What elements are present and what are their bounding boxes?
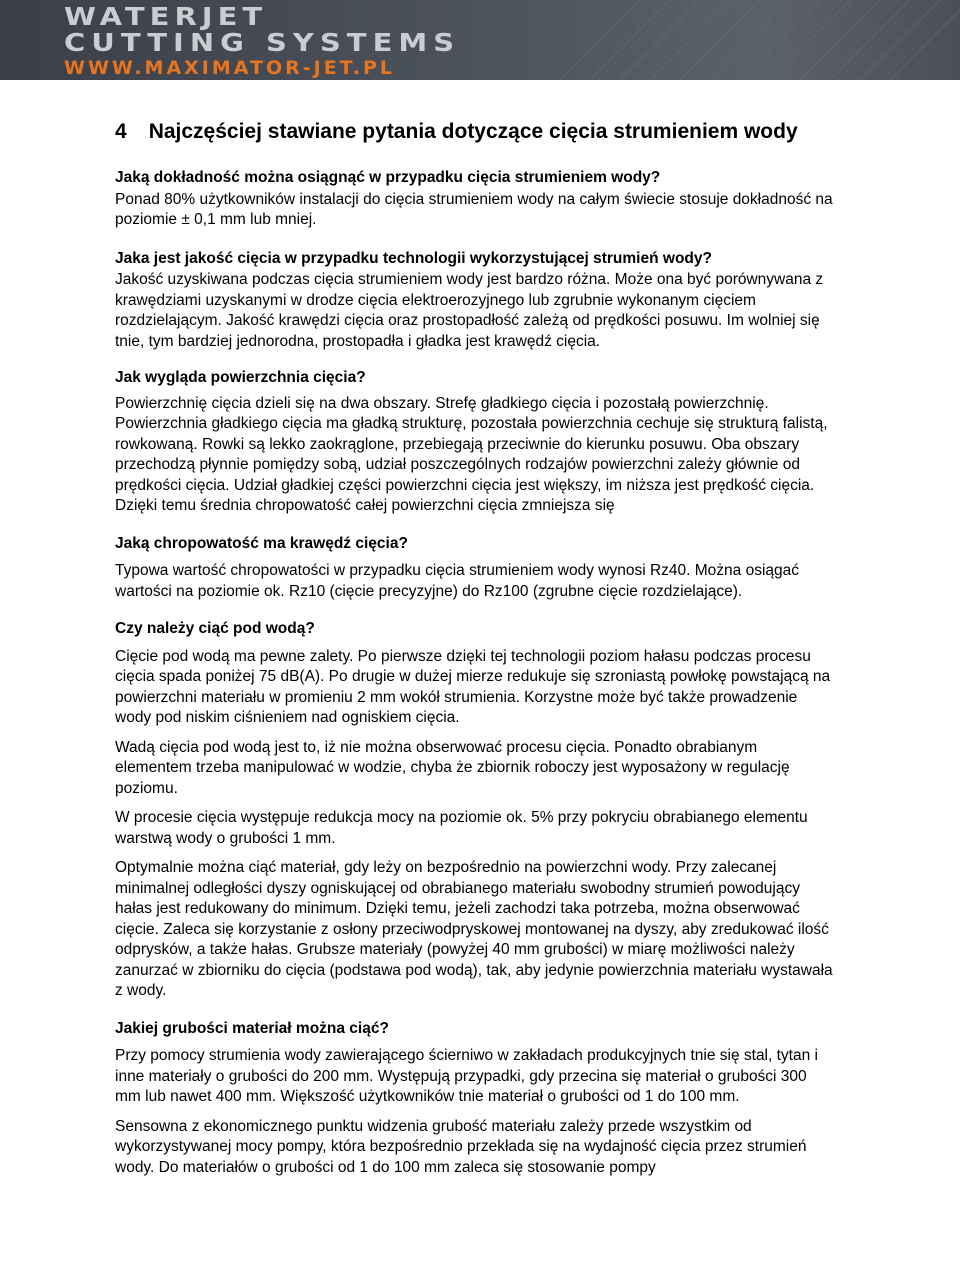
faq-answer: Przy pomocy strumienia wody zawierającego ścierniwo w zakładach produkcyjnych tnie się stal, tytan i inne materiały o grubości do 200 mm. Występują przypadki, gdy przecina się materiał o grubości 300 mm lub nawet 400 mm. Większość użytkowników tnie materiał o grubości od 1 do 100 mm. bbox=[115, 1047, 818, 1105]
faq-item bbox=[115, 168, 835, 231]
faq-answer: Cięcie pod wodą ma pewne zalety. Po pierwsze dzięki tej technologii poziom hałasu podczas procesu cięcia spada poniżej 75 dB(A). Po drugie w dużej mierze redukuje się szroniastą powłokę powstającą na powierzchni materiału w promieniu 2 mm wokół strumienia. Korzystne może być także prowadzenie wody pod niskim ciśnieniem nad ogniskiem cięcia. bbox=[115, 647, 831, 726]
banner-stripes-decoration bbox=[560, 0, 960, 80]
banner-brand-line1: WATERJET bbox=[64, 2, 268, 31]
faq-question: Jakiej grubości materiał można ciąć? bbox=[115, 1019, 389, 1037]
banner-brand-line2: CUTTING SYSTEMS bbox=[64, 28, 461, 57]
faq-item bbox=[115, 534, 835, 603]
faq-question: Czy należy ciąć pod wodą? bbox=[115, 620, 315, 637]
faq-answer: Optymalnie można ciąć materiał, gdy leży on bezpośrednio na powierzchni wody. Przy zalecanej minimalnej odległości dyszy ogniskującej od obrabianego materiału swobodny strumień powodujący hałas jest redukowany do minimum. Dzięki temu, jeżeli zachodzi taka potrzeba, można obserwować cięcie. Zaleca się korzystanie z osłony przeciwodpryskowej montowanej na dyszy, aby zredukować ilość odprysków, a także hałas. Grubsze materiały (powyżej 40 mm grubości) w miarę możliwości należy zanurzać w zbiorniku do cięcia (podstawa pod wodą), tak, aby jedynie powierzchnia materiału wystawała z wody. bbox=[115, 859, 833, 999]
faq-item bbox=[115, 1019, 835, 1179]
faq-answer: Powierzchnię cięcia dzieli się na dwa obszary. Strefę gładkiego cięcia i pozostałą powierzchnię. Powierzchnia gładkiego cięcia ma gładką strukturę, pozostała powierzchnia cechuje się strukturą falistą, rowkowaną. Rowki są lekko zaokrąglone, przebiegają przeciwnie do kierunku posuwu. Oba obszary przechodzą płynnie pomiędzy sobą, udział poszczególnych rodzajów powierzchni zależy głównie od prędkości cięcia. Udział gładkiej części powierzchni cięcia jest większy, im niższa jest prędkość cięcia. Dzięki temu średnia chropowatość całej powierzchni cięcia zmniejsza się bbox=[115, 394, 828, 514]
banner-website-url: WWW.MAXIMATOR-JET.PL bbox=[64, 57, 396, 79]
faq-item bbox=[115, 619, 835, 1002]
faq-answer: Ponad 80% użytkowników instalacji do cięcia strumieniem wody na całym świecie stosuje dokładność na poziomie ± 0,1 mm lub mniej. bbox=[115, 190, 833, 228]
header-banner bbox=[0, 0, 960, 80]
faq-question: Jaką dokładność można osiągnąć w przypadku cięcia strumieniem wody? bbox=[115, 169, 661, 186]
faq-question: Jak wygląda powierzchnia cięcia? bbox=[115, 369, 366, 386]
faq-answer: Jakość uzyskiwana podczas cięcia strumieniem wody jest bardzo różna. Może ona być porównywana z krawędziami uzyskanymi w drodze cięcia elektroerozyjnego lub zgrubnie wykonanym cięciem rozdzielającym. Jakość krawędzi cięcia oraz prostopadłość zależą od prędkości posuwu. Im wolniej się tnie, tym bardziej jednorodna, prostopadła i gładka jest krawędź cięcia. bbox=[115, 271, 824, 350]
faq-question: Jaką chropowatość ma krawędź cięcia? bbox=[115, 534, 408, 552]
faq-answer: Wadą cięcia pod wodą jest to, iż nie można obserwować procesu cięcia. Ponadto obrabianym elementem trzeba manipulować w wodzie, chyba że zbiornik roboczy jest wyposażony w regulację poziomu. bbox=[115, 738, 790, 797]
section-title: Najczęściej stawiane pytania dotyczące cięcia strumieniem wody bbox=[148, 120, 798, 143]
section-heading bbox=[115, 118, 835, 146]
faq-answer: W procesie cięcia występuje redukcja mocy na poziomie ok. 5% przy pokryciu obrabianego elementu warstwą wody o grubości 1 mm. bbox=[115, 809, 808, 847]
faq-item bbox=[115, 368, 835, 517]
section-number: 4 bbox=[115, 120, 127, 143]
faq-answer: Sensowna z ekonomicznego punktu widzenia grubość materiału zależy przede wszystkim od wykorzystywanej mocy pompy, która bezpośrednio przekłada się na wydajność cięcia przez strumień wody. Do materiałów o grubości od 1 do 100 mm zaleca się stosowanie pompy bbox=[115, 1117, 807, 1176]
faq-answer: Typowa wartość chropowatości w przypadku cięcia strumieniem wody wynosi Rz40. Można osiągać wartości na poziomie ok. Rz10 (cięcie precyzyjne) do Rz100 (zgrubne cięcie rozdzielające). bbox=[115, 562, 800, 600]
faq-item bbox=[115, 249, 835, 353]
faq-question: Jaka jest jakość cięcia w przypadku technologii wykorzystującej strumień wody? bbox=[115, 249, 712, 267]
document-body bbox=[115, 118, 835, 1178]
